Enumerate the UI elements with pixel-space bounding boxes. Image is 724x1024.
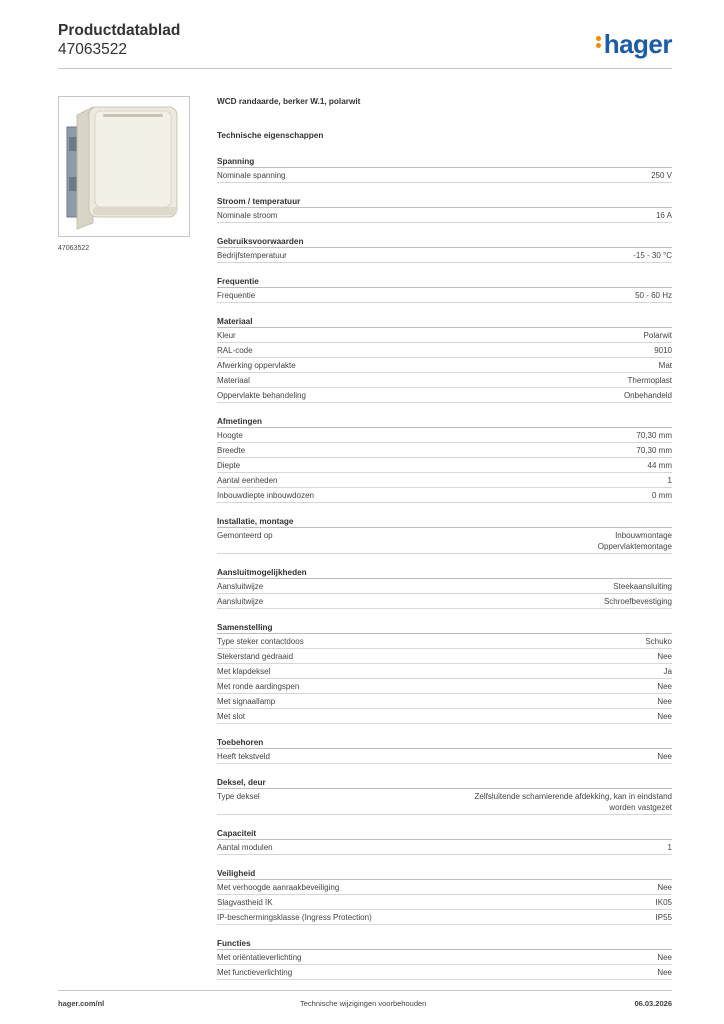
- document-title: Productdatablad: [58, 22, 181, 39]
- spec-section: [217, 236, 672, 263]
- logo-dots-icon: [596, 34, 602, 50]
- section-title: Capaciteit: [217, 828, 672, 840]
- spec-row: [217, 579, 672, 594]
- spec-key: Heeft tekstveld: [217, 751, 270, 761]
- spec-row: [217, 694, 672, 709]
- hager-logo[interactable]: [596, 30, 672, 58]
- spec-value: Thermoplast: [627, 375, 672, 385]
- spec-row: [217, 880, 672, 895]
- image-caption: 47063522: [58, 245, 90, 252]
- spec-value: Nee: [657, 952, 672, 962]
- spec-key: Met functieverlichting: [217, 967, 293, 977]
- section-title: Stroom / temperatuur: [217, 196, 672, 208]
- spec-row: [217, 649, 672, 664]
- section-title: Veiligheid: [217, 868, 672, 880]
- section-title: Frequentie: [217, 276, 672, 288]
- footer-divider: [58, 990, 672, 991]
- spec-row: [217, 965, 672, 980]
- spec-row: [217, 248, 672, 263]
- spec-value: 9010: [654, 345, 672, 355]
- spec-key: Aansluitwijze: [217, 596, 264, 606]
- spec-key: RAL-code: [217, 345, 253, 355]
- spec-value: 1: [667, 842, 672, 852]
- spec-section: [217, 196, 672, 223]
- tech-properties-heading: Technische eigenschappen: [217, 131, 324, 140]
- spec-key: Nominale stroom: [217, 210, 278, 220]
- spec-row: [217, 840, 672, 855]
- spec-key: Slagvastheid IK: [217, 897, 273, 907]
- spec-section: [217, 622, 672, 724]
- spec-key: Met slot: [217, 711, 246, 721]
- section-title: Aansluitmogelijkheden: [217, 567, 672, 579]
- spec-section: [217, 938, 672, 980]
- spec-row: [217, 789, 672, 815]
- spec-key: Met klapdeksel: [217, 666, 271, 676]
- spec-row: [217, 910, 672, 925]
- spec-section: [217, 316, 672, 403]
- footer-disclaimer: Technische wijzigingen voorbehouden: [300, 999, 427, 1008]
- spec-value: IP55: [655, 912, 672, 922]
- product-number: 47063522: [58, 41, 127, 58]
- spec-key: Frequentie: [217, 290, 256, 300]
- footer-date: 06.03.2026: [634, 999, 672, 1008]
- spec-value: Nee: [657, 681, 672, 691]
- spec-key: Stekerstand gedraaid: [217, 651, 294, 661]
- spec-row: [217, 895, 672, 910]
- socket-illustration: [59, 97, 189, 236]
- section-title: Materiaal: [217, 316, 672, 328]
- spec-key: Gemonteerd op: [217, 530, 273, 540]
- spec-key: Diepte: [217, 460, 241, 470]
- spec-value: 70,30 mm: [636, 445, 672, 455]
- spec-value: 250 V: [651, 170, 672, 180]
- spec-key: Type deksel: [217, 791, 260, 801]
- spec-section: [217, 777, 672, 815]
- spec-value: Nee: [657, 696, 672, 706]
- spec-value: Polarwit: [643, 330, 672, 340]
- document-header: [58, 22, 672, 70]
- section-title: Deksel, deur: [217, 777, 672, 789]
- spec-section: [217, 567, 672, 609]
- spec-value: -15 - 30 °C: [633, 250, 672, 260]
- spec-key: Type steker contactdoos: [217, 636, 304, 646]
- logo-text: hager: [603, 29, 672, 59]
- spec-value: Schroefbevestiging: [603, 596, 672, 606]
- product-description: WCD randaarde, berker W.1, polarwit: [217, 97, 361, 106]
- spec-value: Zelfsluitende scharnierende afdekking, kan in eindstand worden vastgezet: [474, 791, 672, 812]
- spec-value: Nee: [657, 651, 672, 661]
- spec-row: [217, 358, 672, 373]
- spec-section: [217, 156, 672, 183]
- spec-key: Materiaal: [217, 375, 250, 385]
- spec-key: Inbouwdiepte inbouwdozen: [217, 490, 314, 500]
- spec-section: [217, 276, 672, 303]
- spec-section: [217, 737, 672, 764]
- spec-row: [217, 458, 672, 473]
- spec-key: Bedrijfstemperatuur: [217, 250, 287, 260]
- spec-row: [217, 950, 672, 965]
- spec-key: Kleur: [217, 330, 236, 340]
- spec-row: [217, 488, 672, 503]
- spec-value: Nee: [657, 967, 672, 977]
- section-title: Functies: [217, 938, 672, 950]
- spec-row: [217, 343, 672, 358]
- spec-row: [217, 709, 672, 724]
- spec-key: IP-beschermingsklasse (Ingress Protection): [217, 912, 372, 922]
- spec-row: [217, 208, 672, 223]
- spec-row: [217, 388, 672, 403]
- spec-row: [217, 328, 672, 343]
- spec-key: Oppervlakte behandeling: [217, 390, 306, 400]
- spec-section: [217, 828, 672, 855]
- spec-value: Schuko: [645, 636, 672, 646]
- section-title: Gebruiksvoorwaarden: [217, 236, 672, 248]
- spec-key: Met oriëntatieverlichting: [217, 952, 302, 962]
- spec-row: [217, 679, 672, 694]
- spec-key: Met signaallamp: [217, 696, 276, 706]
- spec-key: Afwerking oppervlakte: [217, 360, 296, 370]
- section-title: Afmetingen: [217, 416, 672, 428]
- spec-row: [217, 594, 672, 609]
- spec-key: Met ronde aardingspen: [217, 681, 300, 691]
- spec-row: [217, 664, 672, 679]
- spec-value: 44 mm: [647, 460, 672, 470]
- spec-key: Aantal eenheden: [217, 475, 278, 485]
- spec-value: 50 - 60 Hz: [635, 290, 672, 300]
- spec-value: 70,30 mm: [636, 430, 672, 440]
- product-image: [58, 96, 190, 237]
- spec-key: Aantal modulen: [217, 842, 273, 852]
- spec-row: [217, 428, 672, 443]
- section-title: Spanning: [217, 156, 672, 168]
- spec-value: Nee: [657, 882, 672, 892]
- spec-value: 16 A: [655, 210, 672, 220]
- spec-row: [217, 528, 672, 554]
- section-title: Installatie, montage: [217, 516, 672, 528]
- spec-value: Ja: [663, 666, 672, 676]
- spec-value: Nee: [657, 751, 672, 761]
- spec-key: Aansluitwijze: [217, 581, 264, 591]
- spec-section: [217, 416, 672, 503]
- spec-section: [217, 516, 672, 554]
- spec-value: IK05: [655, 897, 672, 907]
- spec-value: Onbehandeld: [623, 390, 672, 400]
- spec-key: Breedte: [217, 445, 246, 455]
- spec-row: [217, 373, 672, 388]
- spec-row: [217, 168, 672, 183]
- spec-sections: [217, 156, 672, 980]
- spec-value: 1: [667, 475, 672, 485]
- spec-value: Inbouwmontage Oppervlaktemontage: [597, 530, 672, 551]
- spec-value: 0 mm: [652, 490, 672, 500]
- spec-row: [217, 634, 672, 649]
- spec-row: [217, 473, 672, 488]
- spec-value: Mat: [658, 360, 672, 370]
- spec-row: [217, 749, 672, 764]
- spec-key: Met verhoogde aanraakbeveiliging: [217, 882, 340, 892]
- spec-key: Nominale spanning: [217, 170, 286, 180]
- section-title: Toebehoren: [217, 737, 672, 749]
- spec-content: [217, 96, 672, 980]
- spec-section: [217, 868, 672, 925]
- spec-value: Nee: [657, 711, 672, 721]
- spec-key: Hoogte: [217, 430, 243, 440]
- spec-row: [217, 443, 672, 458]
- section-title: Samenstelling: [217, 622, 672, 634]
- footer-website-link[interactable]: hager.com/nl: [58, 999, 105, 1008]
- header-divider: [58, 68, 672, 69]
- spec-value: Steekaansluiting: [613, 581, 672, 591]
- spec-row: [217, 288, 672, 303]
